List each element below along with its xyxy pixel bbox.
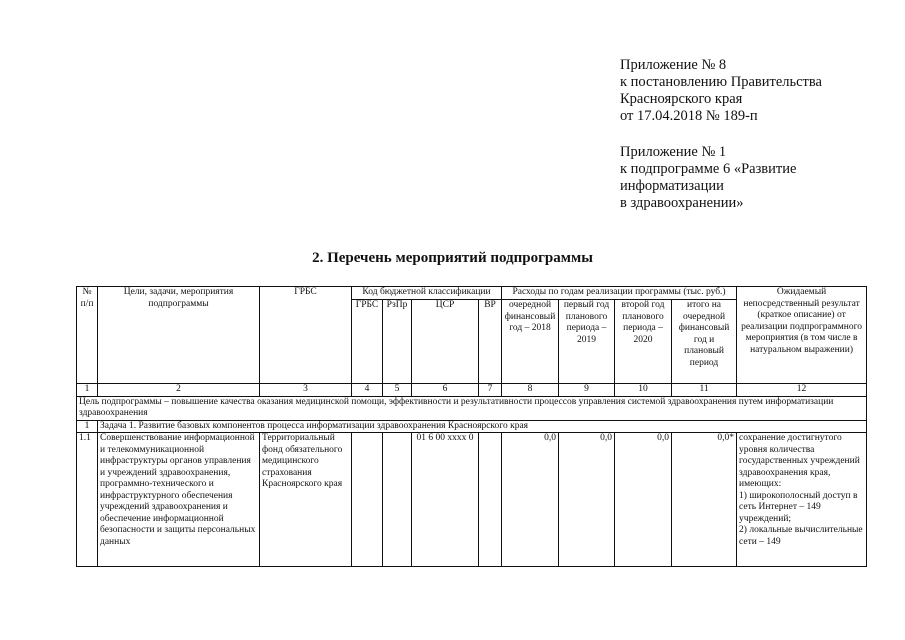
result-line: 2) локальные вычислительные сети – 149 xyxy=(739,525,863,547)
header-rzpr: РзПр xyxy=(383,300,412,384)
row-rzpr xyxy=(383,433,412,567)
column-number: 2 xyxy=(98,384,260,397)
header-year-current: очередной финансовый год – 2018 xyxy=(502,300,559,384)
sub-appendix-line: информатизации xyxy=(620,178,724,194)
measures-table xyxy=(76,286,867,567)
result-line: сохранение достигнутого уровня количества государственных учреждений здравоохранения края, имеющих: xyxy=(739,433,860,489)
sub-appendix-line: Приложение № 1 xyxy=(620,144,727,160)
task-row: Задача 1. Развитие базовых компонентов процесса информатизации здравоохранения Красноярского края xyxy=(98,420,867,433)
row-measure-name: Совершенствование информационной и телекоммуникационной инфраструктуры органов управления и учреждений здравоохранения, программно-технического и инфраструктурного обеспечения учреждений здравоохранения и обеспечение информационной безопасности и защиты персональных данных xyxy=(98,433,260,567)
column-number: 1 xyxy=(77,384,98,397)
sub-appendix-line: к подпрограмме 6 «Развитие xyxy=(620,161,797,177)
row-num: 1.1 xyxy=(77,433,98,567)
column-number: 10 xyxy=(615,384,672,397)
header-goals: Цели, задачи, мероприятия подпрограммы xyxy=(98,287,260,384)
column-number: 6 xyxy=(412,384,479,397)
row-grbs: Территориальный фонд обязательного медицинского страхования Красноярского края xyxy=(260,433,352,567)
sub-appendix-line: в здравоохранении» xyxy=(620,195,744,211)
header-year-total: итого на очередной финансовый год и плановый период xyxy=(672,300,737,384)
column-number: 7 xyxy=(479,384,502,397)
header-budget-code: Код бюджетной классификации xyxy=(352,287,502,300)
result-line: 1) широкополосный доступ в сеть Интернет – 149 учреждений; xyxy=(739,490,858,524)
header-num: № п/п xyxy=(77,287,98,384)
row-total: 0,0* xyxy=(672,433,737,567)
header-grbs-sub: ГРБС xyxy=(352,300,383,384)
row-vr xyxy=(479,433,502,567)
appendix-line: Приложение № 8 xyxy=(620,57,727,73)
header-result: Ожидаемый непосредственный результат (краткое описание) от реализации подпрограммного мероприятия (в том числе в натуральном выражении) xyxy=(737,287,867,384)
appendix-line: Красноярского края xyxy=(620,91,743,107)
row-result xyxy=(737,433,867,567)
appendix-line: от 17.04.2018 № 189-п xyxy=(620,108,758,124)
row-year-2019: 0,0 xyxy=(559,433,615,567)
header-year-second: второй год планового периода – 2020 xyxy=(615,300,672,384)
page-title: 2. Перечень мероприятий подпрограммы xyxy=(312,250,593,266)
header-year-first: первый год планового периода – 2019 xyxy=(559,300,615,384)
column-number: 12 xyxy=(737,384,867,397)
column-number: 9 xyxy=(559,384,615,397)
header-grbs: ГРБС xyxy=(260,287,352,384)
row-grbs-code xyxy=(352,433,383,567)
row-year-2018: 0,0 xyxy=(502,433,559,567)
column-number: 11 xyxy=(672,384,737,397)
task-num: 1 xyxy=(77,420,98,433)
column-number: 4 xyxy=(352,384,383,397)
goal-row: Цель подпрограммы – повышение качества оказания медицинской помощи, эффективности и результативности процессов управления системой здравоохранения путем информатизации здравоохранения xyxy=(77,396,867,420)
row-year-2020: 0,0 xyxy=(615,433,672,567)
column-number: 8 xyxy=(502,384,559,397)
column-number: 3 xyxy=(260,384,352,397)
header-expenses: Расходы по годам реализации программы (тыс. руб.) xyxy=(502,287,737,300)
row-csr: 01 6 00 xxxx 0 xyxy=(412,433,479,567)
column-number: 5 xyxy=(383,384,412,397)
appendix-line: к постановлению Правительства xyxy=(620,74,822,90)
appendix-header xyxy=(620,57,822,212)
header-csr: ЦСР xyxy=(412,300,479,384)
header-vr: ВР xyxy=(479,300,502,384)
